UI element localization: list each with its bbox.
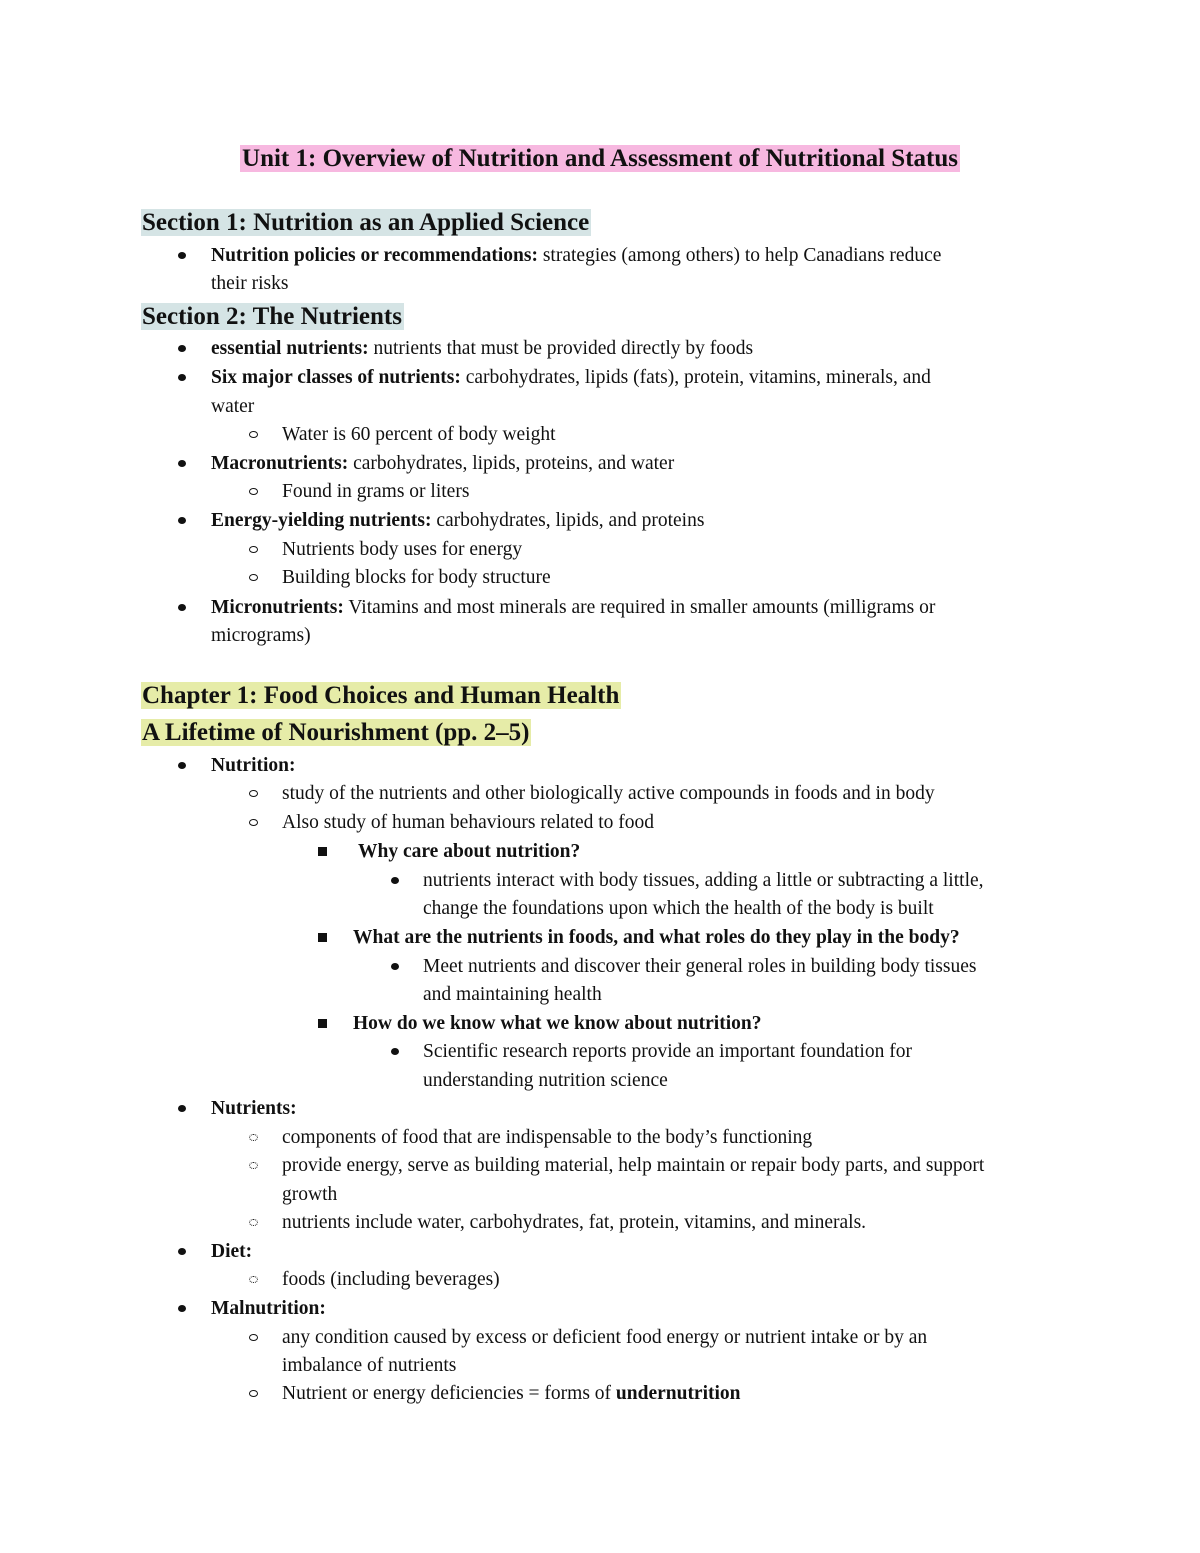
bullet-disc-icon bbox=[391, 1048, 399, 1055]
answer-item: Meet nutrients and discover their general roles in building body tissues bbox=[423, 956, 977, 977]
bullet-disc-icon bbox=[178, 252, 186, 259]
bullet-disc-icon bbox=[178, 604, 186, 611]
answer-continuation: understanding nutrition science bbox=[423, 1070, 668, 1091]
sub-list-text: Nutrient or energy deficiencies = forms of bbox=[282, 1383, 616, 1404]
bullet-disc-icon bbox=[178, 762, 186, 769]
sub-list-item: Building blocks for body structure bbox=[282, 567, 551, 588]
question-item: What are the nutrients in foods, and what roles do they play in the body? bbox=[353, 927, 960, 948]
sub-list-item: Found in grams or liters bbox=[282, 481, 470, 502]
list-item-term: Nutrition: bbox=[211, 755, 296, 776]
definition: strategies (among others) to help Canadians reduce bbox=[537, 245, 942, 266]
bullet-disc-icon bbox=[178, 1105, 186, 1112]
definition: Vitamins and most minerals are required in smaller amounts (milligrams or bbox=[343, 597, 936, 618]
definition: carbohydrates, lipids, proteins, and water bbox=[348, 453, 675, 474]
bullet-circle-icon bbox=[249, 1334, 258, 1341]
bullet-circle-icon bbox=[249, 574, 258, 581]
chapter1-subheading bbox=[141, 716, 531, 749]
answer-continuation: change the foundations upon which the health of the body is built bbox=[423, 898, 934, 919]
list-item bbox=[211, 335, 753, 363]
answer-item: nutrients interact with body tissues, adding a little or subtracting a little, bbox=[423, 870, 984, 891]
bullet-circle-icon bbox=[249, 1390, 258, 1397]
section1-heading-text: Section 1: Nutrition as an Applied Science bbox=[142, 209, 590, 236]
bullet-square-icon bbox=[318, 933, 327, 942]
list-item bbox=[211, 594, 935, 622]
bullet-disc-icon bbox=[391, 877, 399, 884]
bullet-circle-icon bbox=[249, 488, 258, 495]
bullet-disc-icon bbox=[391, 963, 399, 970]
list-item bbox=[211, 242, 941, 270]
term: Nutrition policies or recommendations: bbox=[211, 245, 538, 266]
term: Macronutrients: bbox=[211, 453, 349, 474]
bullet-circle-icon bbox=[249, 819, 258, 826]
bullet-circle-icon bbox=[249, 431, 258, 438]
bullet-square-icon bbox=[318, 847, 327, 856]
list-item bbox=[211, 450, 674, 478]
term: Six major classes of nutrients: bbox=[211, 367, 461, 388]
bullet-disc-icon bbox=[178, 460, 186, 467]
section1-heading bbox=[141, 206, 591, 239]
bullet-dotted-circle-icon bbox=[249, 1219, 258, 1226]
list-item-term: Diet: bbox=[211, 1241, 253, 1262]
bullet-disc-icon bbox=[178, 517, 186, 524]
term: Energy-yielding nutrients: bbox=[211, 510, 432, 531]
sub-list-item: Water is 60 percent of body weight bbox=[282, 424, 556, 445]
sub-list-item bbox=[282, 1380, 741, 1408]
bullet-dotted-circle-icon bbox=[249, 1134, 258, 1141]
emphasized-term: undernutrition bbox=[615, 1383, 741, 1404]
answer-continuation: and maintaining health bbox=[423, 984, 602, 1005]
bullet-dotted-circle-icon bbox=[249, 1276, 258, 1283]
chapter1-heading-text: Chapter 1: Food Choices and Human Health bbox=[142, 682, 620, 709]
list-item bbox=[211, 364, 931, 392]
chapter1-heading bbox=[141, 679, 621, 712]
chapter1-subheading-text: A Lifetime of Nourishment (pp. 2–5) bbox=[142, 719, 530, 746]
list-item-continuation: their risks bbox=[211, 273, 289, 294]
sub-list-item: any condition caused by excess or deficient food energy or nutrient intake or by an bbox=[282, 1327, 928, 1348]
sub-list-item: Nutrients body uses for energy bbox=[282, 539, 523, 560]
sub-list-item: nutrients include water, carbohydrates, fat, protein, vitamins, and minerals. bbox=[282, 1212, 867, 1233]
bullet-circle-icon bbox=[249, 546, 258, 553]
definition: nutrients that must be provided directly by foods bbox=[368, 338, 754, 359]
sub-list-item: study of the nutrients and other biologically active compounds in foods and in body bbox=[282, 783, 935, 804]
document-title bbox=[0, 143, 1200, 175]
sub-list-continuation: imbalance of nutrients bbox=[282, 1355, 457, 1376]
section2-heading-text: Section 2: The Nutrients bbox=[142, 303, 402, 330]
bullet-circle-icon bbox=[249, 790, 258, 797]
definition: carbohydrates, lipids, and proteins bbox=[431, 510, 705, 531]
sub-list-continuation: growth bbox=[282, 1184, 338, 1205]
definition: carbohydrates, lipids (fats), protein, vitamins, minerals, and bbox=[460, 367, 931, 388]
bullet-square-icon bbox=[318, 1019, 327, 1028]
question-item: Why care about nutrition? bbox=[358, 841, 581, 862]
bullet-disc-icon bbox=[178, 1248, 186, 1255]
bullet-disc-icon bbox=[178, 1305, 186, 1312]
list-item bbox=[211, 507, 704, 535]
sub-list-item: provide energy, serve as building material, help maintain or repair body parts, and support bbox=[282, 1155, 985, 1176]
sub-list-item: Also study of human behaviours related to food bbox=[282, 812, 655, 833]
list-item-term: Nutrients: bbox=[211, 1098, 297, 1119]
answer-item: Scientific research reports provide an important foundation for bbox=[423, 1041, 912, 1062]
title-text: Unit 1: Overview of Nutrition and Assessment of Nutritional Status bbox=[242, 145, 958, 172]
sub-list-item: components of food that are indispensable to the body’s functioning bbox=[282, 1127, 813, 1148]
bullet-disc-icon bbox=[178, 374, 186, 381]
bullet-dotted-circle-icon bbox=[249, 1162, 258, 1169]
sub-list-item: foods (including beverages) bbox=[282, 1269, 500, 1290]
bullet-disc-icon bbox=[178, 345, 186, 352]
term: essential nutrients: bbox=[211, 338, 369, 359]
list-item-term: Malnutrition: bbox=[211, 1298, 326, 1319]
list-item-continuation: micrograms) bbox=[211, 625, 311, 646]
term: Micronutrients: bbox=[211, 597, 344, 618]
question-item: How do we know what we know about nutrition? bbox=[353, 1013, 762, 1034]
list-item-continuation: water bbox=[211, 396, 255, 417]
section2-heading bbox=[141, 300, 404, 333]
